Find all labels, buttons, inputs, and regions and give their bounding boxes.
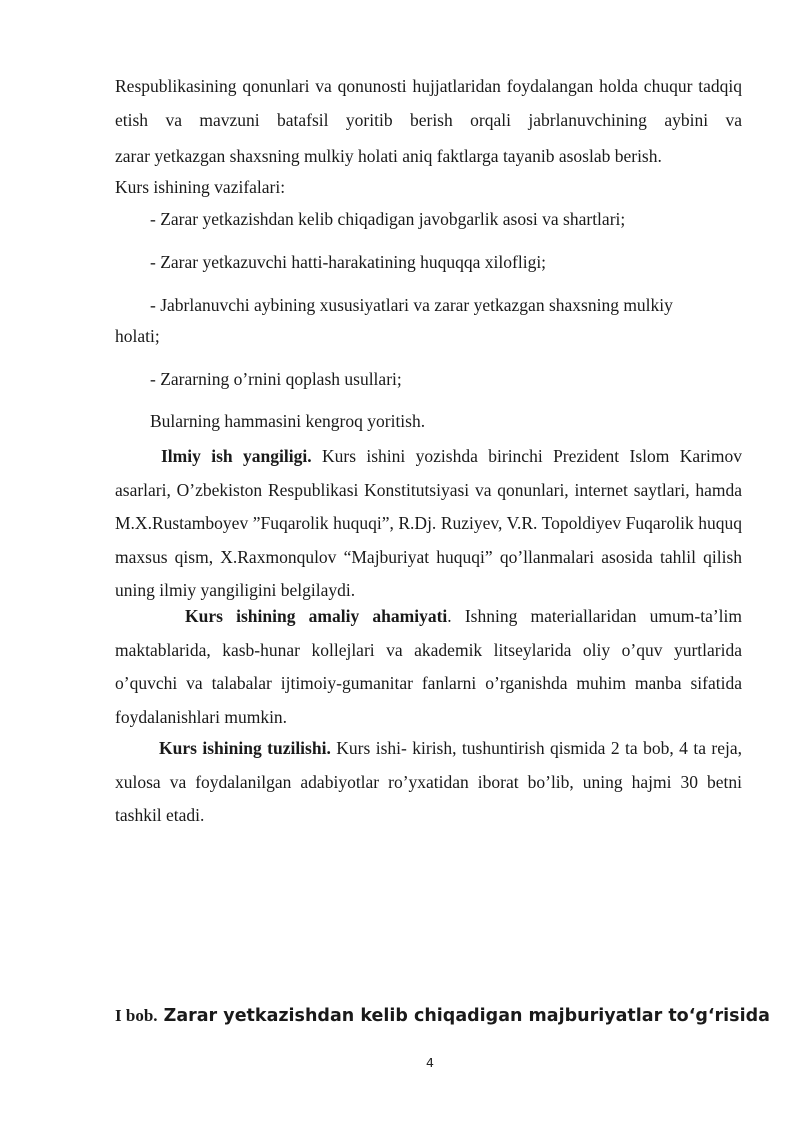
practical-paragraph (115, 600, 742, 734)
novelty-text: Kurs ishini yozishda birinchi Prezident Islom Karimov asarlari, O’zbekiston Respublikasi Konstitutsiyasi va qonunlari, internet saytlari, hamda M.X.Rustamboyev ”Fuqarolik huquqi”, R.Dj. Ruziyev, V.R. Topoldiyev Fuqarolik huquq maxsus qism, X.Raxmonqulov “Majburiyat huquqi” qo’llanmalari asosida tahlil qilish uning ilmiy yangiligini belgilaydi. (115, 446, 742, 600)
novelty-label: Ilmiy ish yangiligi. (161, 446, 312, 466)
practical-text: . Ishning materiallaridan umum-ta’lim maktablarida, kasb-hunar kollejlari va akademik litseylarida oliy o’quv yurtlarida o’quvchi va talabalar ijtimoiy-gumanitar fanlarni o’rganishda muhim manba sifatida foydalanishlari mumkin. (115, 606, 743, 727)
structure-paragraph (115, 732, 742, 833)
structure-label: Kurs ishining tuzilishi. (159, 738, 331, 758)
chapter-prefix: I bob (115, 1006, 154, 1025)
task-item-4: - Zararning o’rnini qoplash usullari; (150, 369, 402, 389)
novelty-paragraph (115, 440, 742, 608)
intro-paragraph (115, 70, 742, 137)
chapter-heading (115, 1005, 770, 1026)
tasks-heading: Kurs ishining vazifalari: (115, 177, 286, 197)
tasks-summary: Bularning hammasini kengroq yoritish. (150, 411, 426, 431)
task-item-2: - Zarar yetkazuvchi hatti-harakatining huquqqa xilofligi; (150, 252, 547, 272)
chapter-title: Zarar yetkazishdan kelib chiqadigan majburiyatlar to‘g‘risida (157, 1006, 770, 1026)
task-item-3-line-2: holati; (115, 326, 160, 346)
practical-label: Kurs ishining amaliy ahamiyati (185, 606, 448, 626)
intro-line-3: zarar yetkazgan shaxsning mulkiy holati aniq faktlarga tayanib asoslab berish. (115, 146, 662, 166)
chapter-separator: . (153, 1006, 158, 1025)
structure-text: Kurs ishi- kirish, tushuntirish qismida 2 ta bob, 4 ta reja, xulosa va foydalanilgan adabiyotlar ro’yxatidan iborat bo’lib, uning hajmi 30 betni tashkil etadi. (115, 738, 742, 825)
task-item-1: - Zarar yetkazishdan kelib chiqadigan javobgarlik asosi va shartlari; (150, 209, 626, 229)
task-item-3-line-1: - Jabrlanuvchi aybining xususiyatlari va zarar yetkazgan shaxsning mulkiy (150, 295, 673, 315)
intro-line-2: tadqiq etish va mavzuni batafsil yoritib berish orqali jabrlanuvchining aybini va (115, 76, 742, 130)
page-number: 4 (426, 1055, 434, 1070)
intro-line-1: Respublikasining qonunlari va qonunosti hujjatlaridan foydalangan holda chuqur (115, 76, 693, 96)
